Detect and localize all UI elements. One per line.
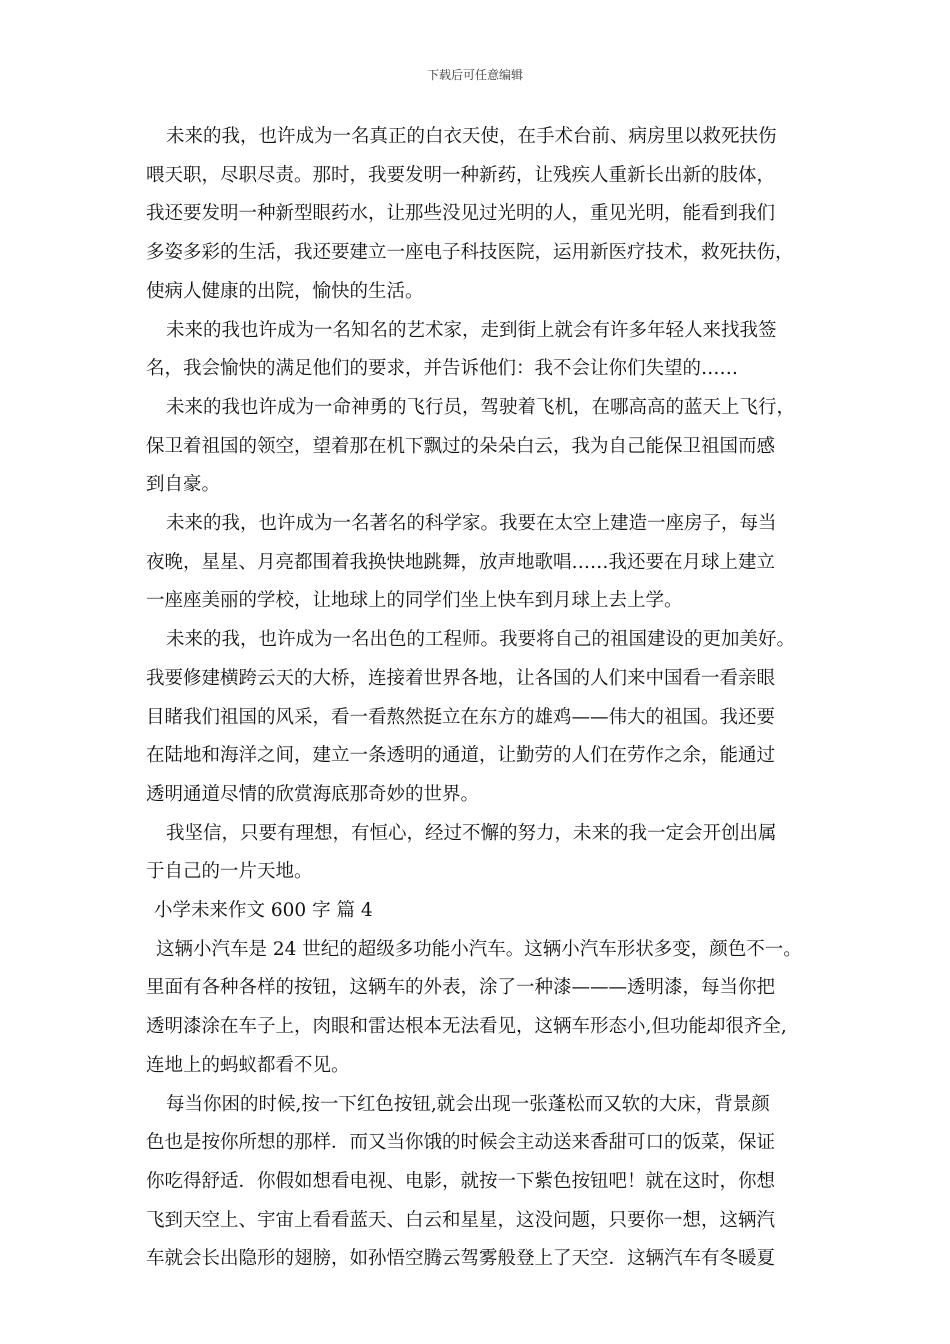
text-line: 每当你困的时候,按一下红色按钮,就会出现一张蓬松而又软的大床，背景颜 (166, 1093, 770, 1115)
text-line: 保卫着祖国的领空，望着那在机下飘过的朵朵白云，我为自己能保卫祖国而感 (146, 435, 776, 457)
text-line: 你吃得舒适．你假如想看电视、电影，就按一下紫色按钮吧！就在这时，你想 (146, 1170, 776, 1192)
paragraph (146, 1086, 836, 1280)
paragraph (146, 621, 836, 815)
text-line: 在陆地和海洋之间，建立一条透明的通道，让勤劳的人们在劳作之余，能通过 (146, 745, 776, 767)
text-line: 车就会长出隐形的翅膀，如孙悟空腾云驾雾般登上了天空．这辆汽车有冬暖夏 (146, 1248, 776, 1270)
text-line: 我还要发明一种新型眼药水，让那些没见过光明的人，重见光明，能看到我们 (146, 203, 776, 225)
paragraph (146, 931, 836, 1086)
paragraph (146, 118, 836, 312)
text-line: 目睹我们祖国的风采，看一看熬然挺立在东方的雄鸡——伟大的祖国。我还要 (146, 706, 776, 728)
text-line: 到自豪。 (146, 474, 221, 496)
text-line: 未来的我，也许成为一名真正的白衣天使，在手术台前、病房里以救死扶伤 (166, 126, 777, 147)
document-body (146, 118, 836, 1279)
section-heading: 小学未来作文 600 字 篇 4 (154, 900, 373, 922)
text-line: 里面有各种各样的按钮，这辆车的外表，涂了一种漆———透明漆，每当你把 (146, 977, 776, 999)
paragraph (146, 389, 836, 505)
text-line: 多姿多彩的生活，我还要建立一座电子科技医院，运用新医疗技术，救死扶伤， (146, 242, 794, 264)
text-line: 未来的我，也许成为一名出色的工程师。我要将自己的祖国建设的更加美好。 (166, 629, 796, 651)
paragraph (146, 815, 836, 892)
text-line: 我要修建横跨云天的大桥，连接着世界各地，让各国的人们来中国看一看亲眼 (146, 667, 776, 689)
text-line: 飞到天空上、宇宙上看看蓝天、白云和星星，这没问题，只要你一想，这辆汽 (146, 1209, 776, 1231)
text-line: 透明通道尽情的欣赏海底那奇妙的世界。 (146, 783, 480, 805)
text-line: 我坚信，只要有理想，有恒心，经过不懈的努力，未来的我一定会开创出属 (166, 822, 777, 844)
text-line: 未来的我也许成为一命神勇的飞行员，驾驶着飞机，在哪高高的蓝天上飞行， (166, 396, 796, 418)
text-line: 夜晚，星星、月亮都围着我换快地跳舞，放声地歌唱……我还要在月球上建立 (146, 551, 776, 573)
text-line: 透明漆涂在车子上，肉眼和雷达根本无法看见，这辆车形态小,但功能却很齐全, (146, 1016, 787, 1038)
text-line: 这辆小汽车是 24 世纪的超级多功能小汽车。这辆小汽车形状多变，颜色不一。 (156, 938, 802, 960)
page-header: 下载后可任意编辑 (426, 68, 523, 82)
text-line: 连地上的蚂蚁都看不见。 (146, 1054, 350, 1076)
text-line: 于自己的一片天地。 (146, 861, 313, 883)
text-line: 使病人健康的出院，愉快的生活。 (146, 280, 424, 302)
paragraph (146, 312, 836, 389)
text-line: 色也是按你所想的那样．而又当你饿的时候会主动送来香甜可口的饭菜，保证 (146, 1132, 776, 1154)
text-line: 喂天职，尽职尽责。那时，我要发明一种新药，让残疾人重新长出新的肢体， (146, 164, 776, 186)
text-line: 一座座美丽的学校，让地球上的同学们坐上快车到月球上去上学。 (146, 590, 683, 612)
text-line: 未来的我，也许成为一名著名的科学家。我要在太空上建造一座房子，每当 (166, 513, 777, 535)
text-line: 未来的我也许成为一名知名的艺术家，走到街上就会有许多年轻人来找我签 (166, 319, 777, 341)
text-line: 名，我会愉快的满足他们的要求，并告诉他们：我不会让你们失望的…… (146, 358, 739, 380)
paragraph (146, 505, 836, 621)
